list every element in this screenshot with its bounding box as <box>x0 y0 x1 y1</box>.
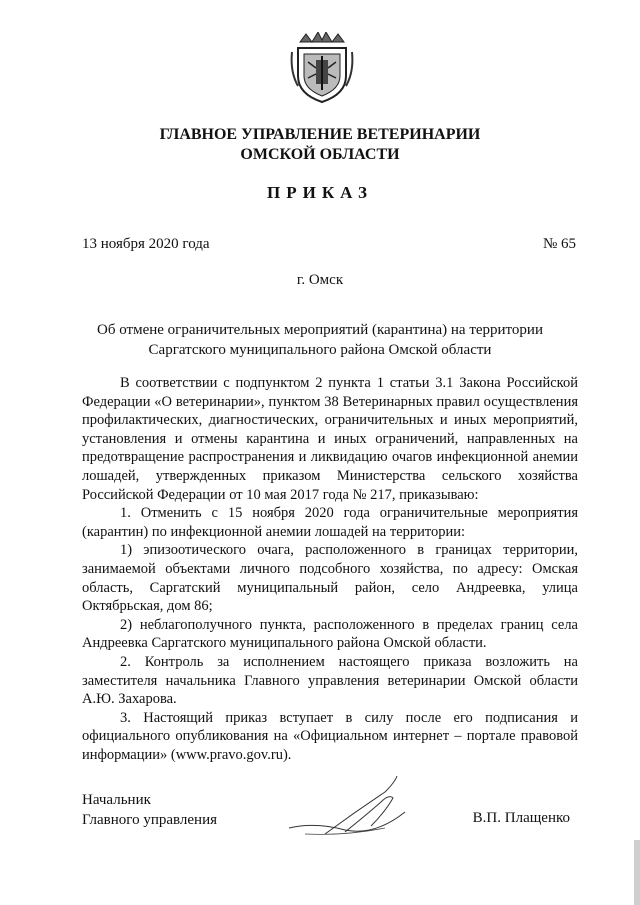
document-body <box>82 374 578 764</box>
document-subject <box>60 320 580 360</box>
page-edge-shadow <box>634 840 640 905</box>
handwritten-signature-icon <box>285 772 425 844</box>
signatory-name: В.П. Плащенко <box>472 810 570 826</box>
body-paragraph: 2) неблагополучного пункта, расположенного в пределах границ села Андреевка Саргатского муниципального района Омской области. <box>82 616 578 652</box>
subject-line-1: Об отмене ограничительных мероприятий (карантина) на территории <box>97 322 543 338</box>
document-date: 13 ноября 2020 года <box>82 236 210 252</box>
body-paragraph: 3. Настоящий приказ вступает в силу после его подписания и официального опубликования на «Официальном интернет – портале правовой информации» (www.pravo.gov.ru). <box>82 709 578 763</box>
body-paragraph: 2. Контроль за исполнением настоящего приказа возложить на заместителя начальника Главного управления ветеринарии Омской области А.Ю. Захарова. <box>82 653 578 708</box>
organization-name <box>0 125 640 165</box>
document-number: № 65 <box>542 236 576 252</box>
org-line-2: ОМСКОЙ ОБЛАСТИ <box>240 146 400 163</box>
subject-line-2: Саргатского муниципального района Омской области <box>148 342 492 358</box>
document-city: г. Омск <box>296 272 344 288</box>
signatory-title-line-2: Главного управления <box>82 812 217 828</box>
signatory-title-line-1: Начальник <box>82 792 151 808</box>
body-paragraph: 1. Отменить с 15 ноября 2020 года ограничительные мероприятия (карантин) по инфекционной анемии лошадей на территории: <box>82 505 578 540</box>
coat-of-arms-icon <box>290 32 354 104</box>
body-paragraph: 1) эпизоотического очага, расположенного в границах территории, занимаемой объектами личного подсобного хозяйства, по адресу: Омская область, Саргатский муниципальный район, село Андреевка, улица Октябрьская, дом 86; <box>82 542 578 615</box>
body-paragraph: В соответствии с подпунктом 2 пункта 1 статьи 3.1 Закона Российской Федерации «О ветеринарии», пунктом 38 Ветеринарных правил осуществления профилактических, диагностических, ограничительных и иных мероприятий, установления и отмены карантина и иных ограничений, направленных на предотвращение распространения и ликвидацию очагов инфекционной анемии лошадей, утвержденных приказом Министерства сельского хозяйства Российской Федерации от 10 мая 2017 года № 217, приказываю: <box>82 375 578 503</box>
org-line-1: ГЛАВНОЕ УПРАВЛЕНИЕ ВЕТЕРИНАРИИ <box>159 126 481 143</box>
document-type: ПРИКАЗ <box>267 183 373 202</box>
signatory-title <box>82 790 217 830</box>
